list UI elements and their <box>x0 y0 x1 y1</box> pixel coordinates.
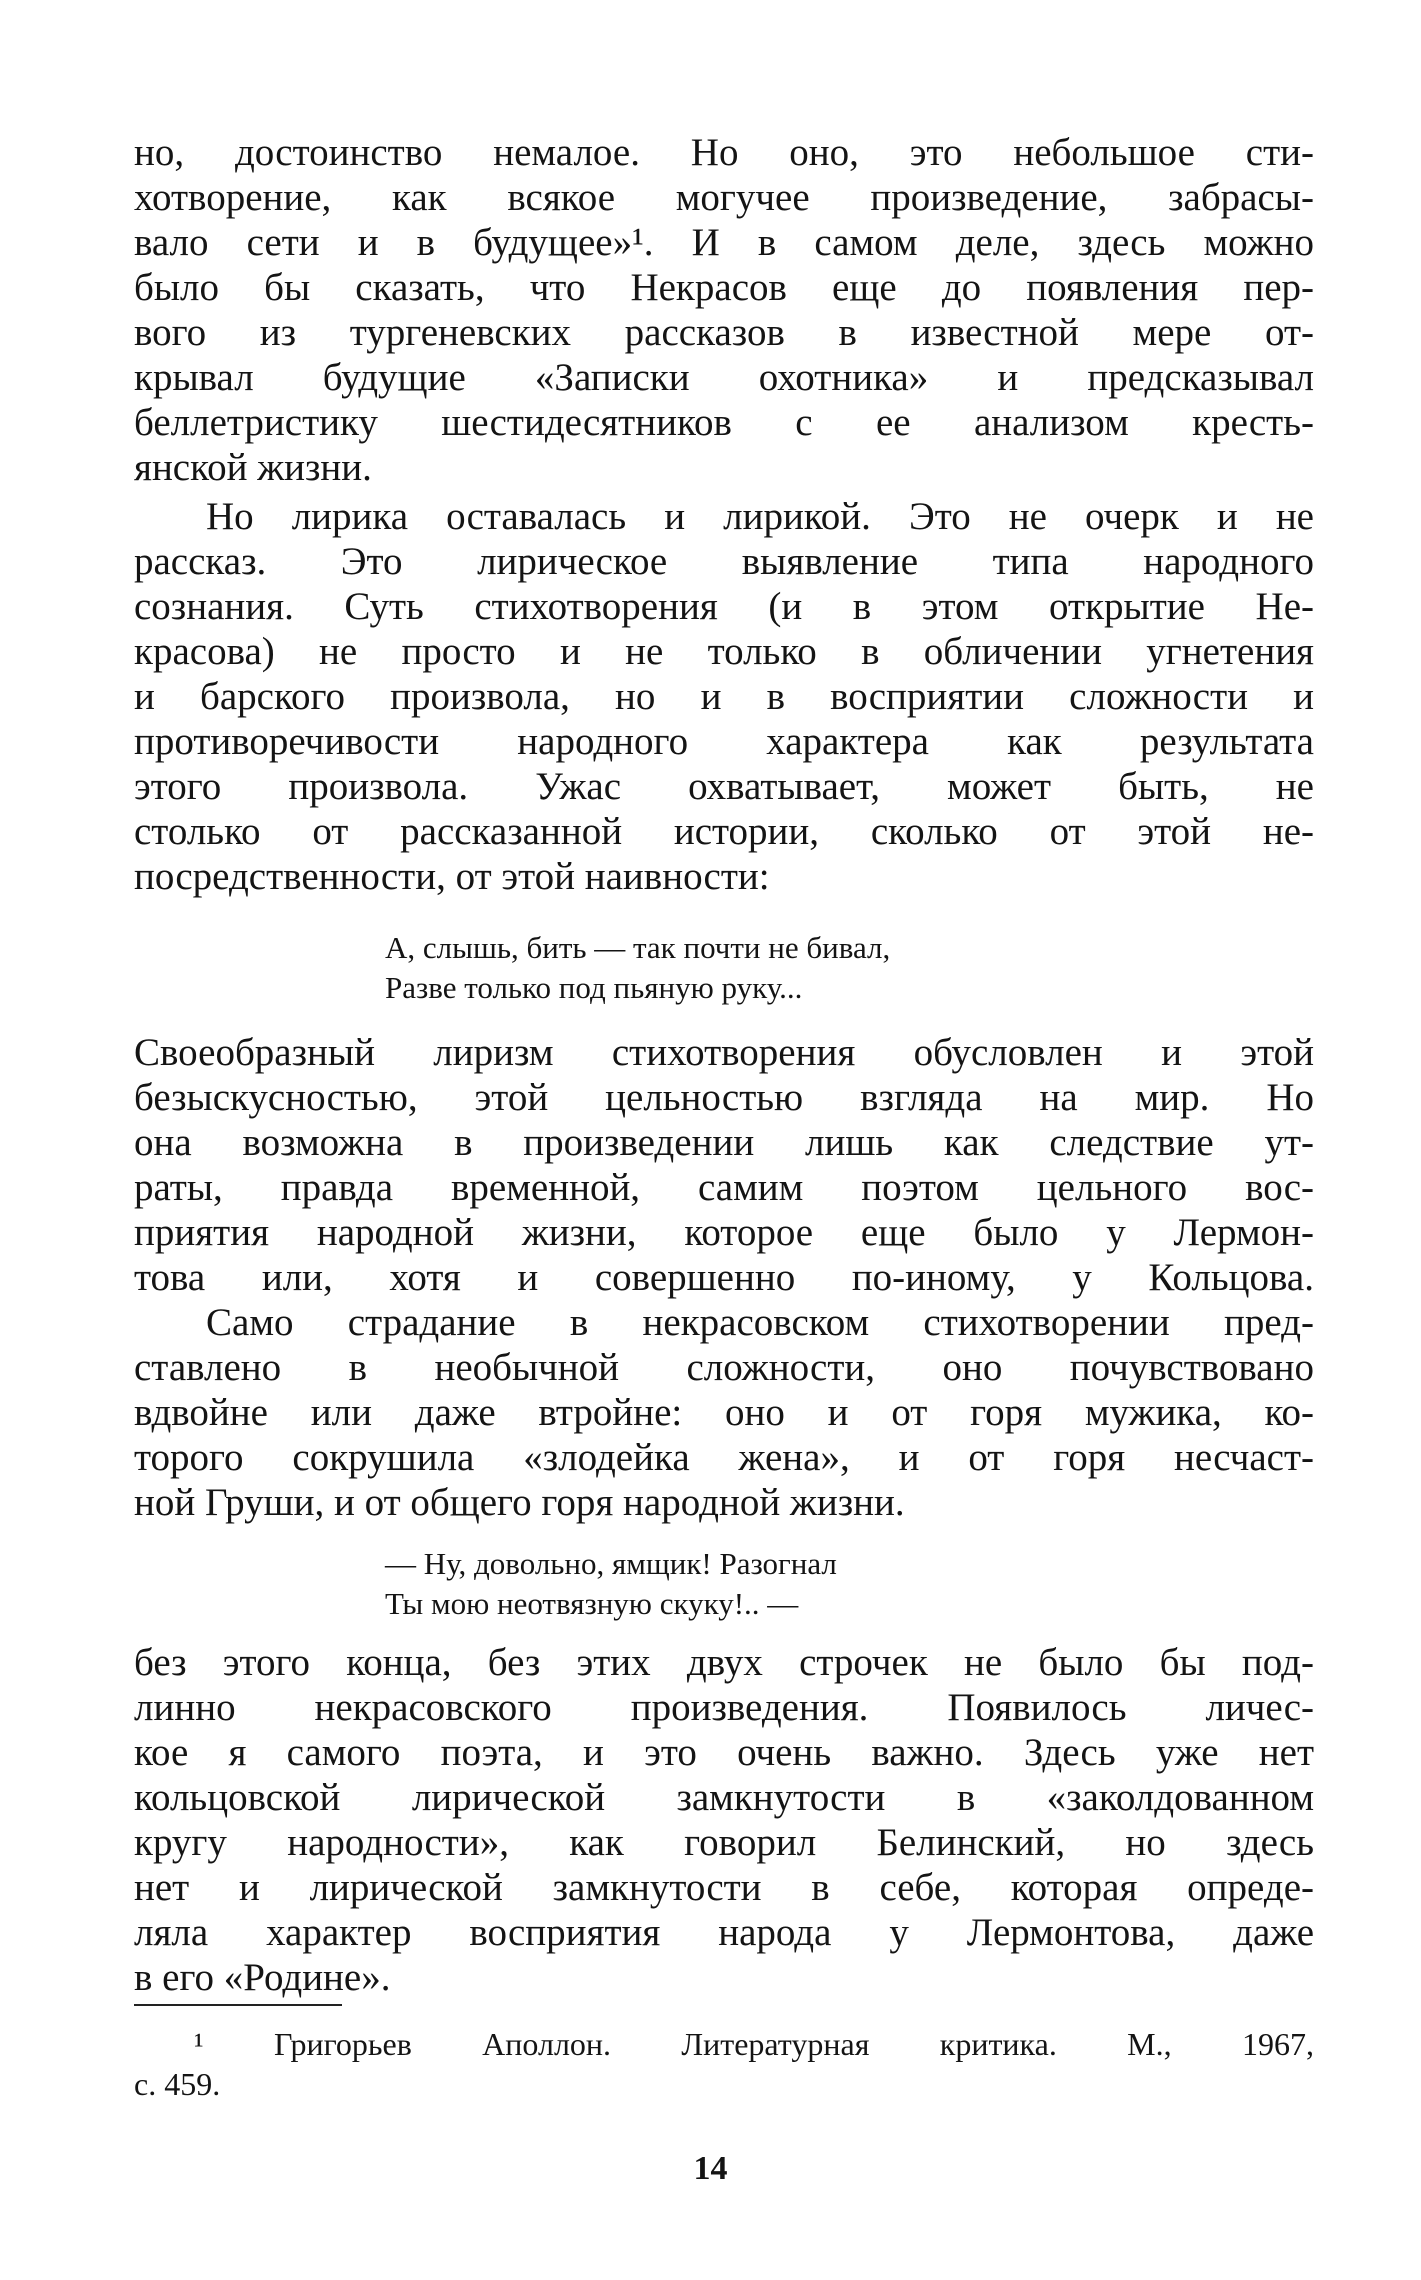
text-line: безыскусностью, этой цельностью взгляда на мир. Но <box>134 1076 1314 1119</box>
paragraph-lyricism <box>134 1030 1314 1300</box>
text-line: Само страдание в некрасовском стихотворении пред- <box>206 1301 1314 1344</box>
text-line: рассказ. Это лирическое выявление типа народного <box>134 540 1314 583</box>
text-line: вого из тургеневских рассказов в известной мере от- <box>134 311 1314 354</box>
text-line: вало сети и в будущее»¹. И в самом деле, здесь можно <box>134 221 1314 264</box>
paragraph-ending <box>134 1640 1314 2000</box>
text-line: янской жизни. <box>134 446 372 489</box>
text-line: кругу народности», как говорил Белинский, но здесь <box>134 1821 1314 1864</box>
paragraph-lyric <box>134 494 1314 899</box>
verse-line: А, слышь, бить — так почти не бивал, <box>385 930 891 965</box>
text-line: вдвойне или даже втройне: оно и от горя мужика, ко- <box>134 1391 1314 1434</box>
verse-line: Разве только под пьяную руку... <box>385 970 803 1005</box>
text-line: ставлено в необычной сложности, оно почувствовано <box>134 1346 1314 1389</box>
text-line: она возможна в произведении лишь как следствие ут- <box>134 1121 1314 1164</box>
text-line: крывал будущие «Записки охотника» и предсказывал <box>134 356 1314 399</box>
text-line: без этого конца, без этих двух строчек не было бы под- <box>134 1641 1314 1684</box>
verse-line: — Ну, довольно, ямщик! Разогнал <box>385 1546 837 1581</box>
verse-quote <box>385 1544 837 1624</box>
text-line: приятия народной жизни, которое еще было у Лермон- <box>134 1211 1314 1254</box>
text-line: беллетристику шестидесятников с ее анализом кресть- <box>134 401 1314 444</box>
footnote-line: ¹ Григорьев Аполлон. Литературная критика. М., 1967, <box>194 2026 1314 2062</box>
text-line: кое я самого поэта, и это очень важно. Здесь уже нет <box>134 1731 1314 1774</box>
text-line: сознания. Суть стихотворения (и в этом открытие Не- <box>134 585 1314 628</box>
page-number: 14 <box>693 2150 728 2187</box>
text-line: противоречивости народного характера как результата <box>134 720 1314 763</box>
paragraph-suffering <box>134 1300 1314 1525</box>
text-line: но, достоинство немалое. Но оно, это небольшое сти- <box>134 131 1314 174</box>
text-line: и барского произвола, но и в восприятии сложности и <box>134 675 1314 718</box>
text-line: красова) не просто и не только в обличении угнетения <box>134 630 1314 673</box>
verse-quote <box>385 928 890 1008</box>
text-line: раты, правда временной, самим поэтом цельного вос- <box>134 1166 1314 1209</box>
footnote-divider <box>134 2004 342 2006</box>
text-line: этого произвола. Ужас охватывает, может быть, не <box>134 765 1314 808</box>
text-line: ляла характер восприятия народа у Лермонтова, даже <box>134 1911 1314 1954</box>
text-line: кольцовской лирической замкнутости в «заколдованном <box>134 1776 1314 1819</box>
text-line: торого сокрушила «злодейка жена», и от горя несчаст- <box>134 1436 1314 1479</box>
paragraph-continuation <box>134 130 1314 490</box>
footnote <box>134 2024 1314 2104</box>
text-line: ной Груши, и от общего горя народной жизни. <box>134 1481 905 1524</box>
text-line: линно некрасовского произведения. Появилось личес- <box>134 1686 1314 1729</box>
text-line: Но лирика оставалась и лирикой. Это не очерк и не <box>206 495 1314 538</box>
text-line: хотворение, как всякое могучее произведение, забрасы- <box>134 176 1314 219</box>
text-line: нет и лирической замкнутости в себе, которая опреде- <box>134 1866 1314 1909</box>
text-line: было бы сказать, что Некрасов еще до появления пер- <box>134 266 1314 309</box>
text-line: посредственности, от этой наивности: <box>134 855 770 898</box>
text-line: столько от рассказанной истории, сколько от этой не- <box>134 810 1314 853</box>
text-line: в его «Родине». <box>134 1956 391 1999</box>
footnote-line: с. 459. <box>134 2066 221 2102</box>
text-line: това или, хотя и совершенно по-иному, у Кольцова. <box>134 1256 1314 1299</box>
text-line: Своеобразный лиризм стихотворения обусловлен и этой <box>134 1031 1314 1074</box>
verse-line: Ты мою неотвязную скуку!.. — <box>385 1586 799 1621</box>
